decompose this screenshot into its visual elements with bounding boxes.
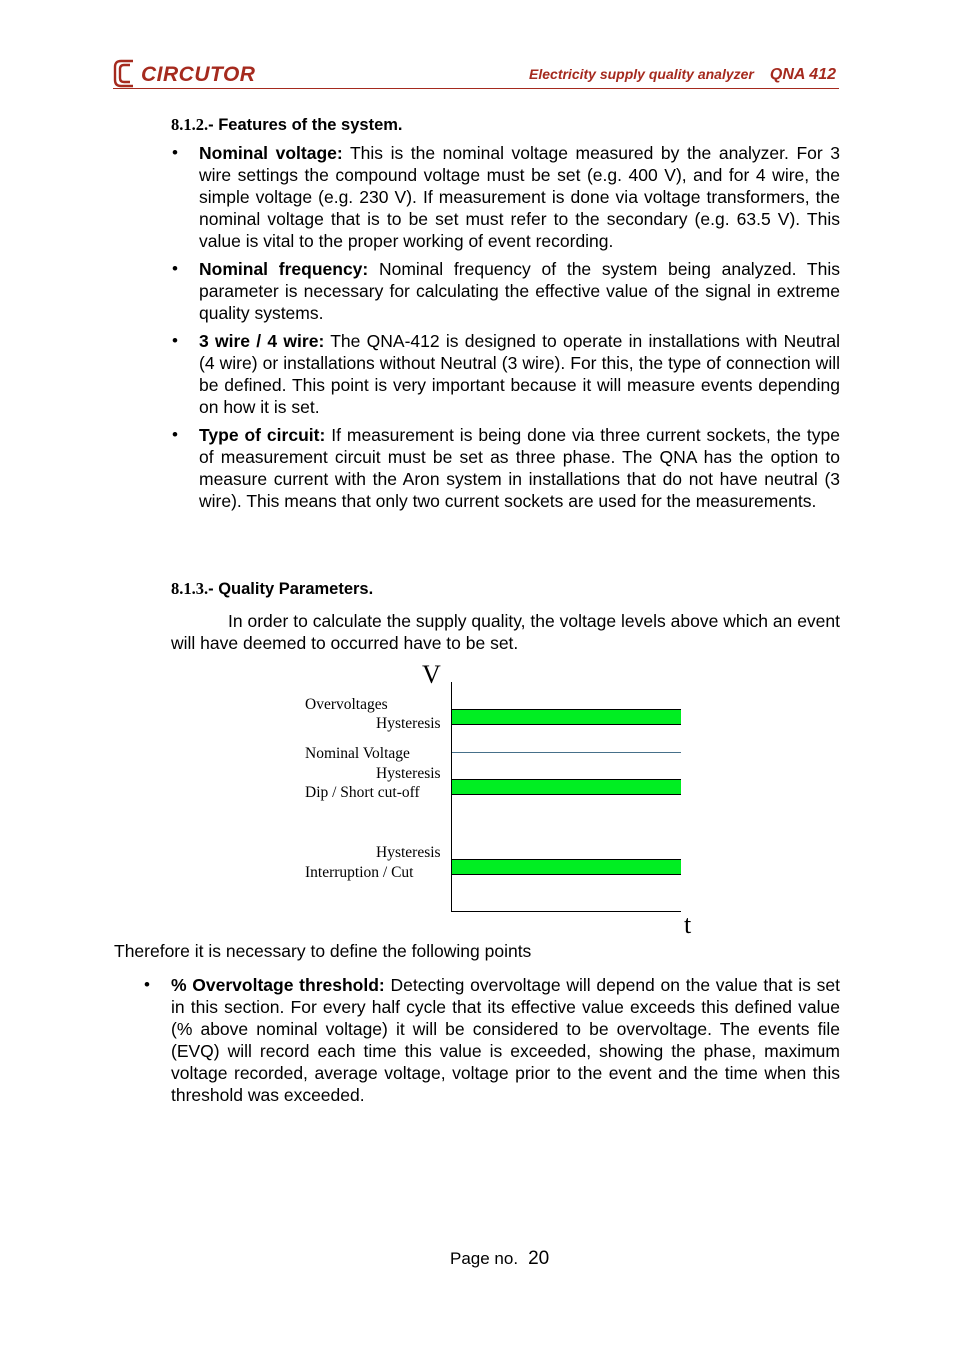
section-813-title	[171, 579, 373, 599]
overvoltage-band	[452, 709, 681, 725]
logo-text: CIRCUTOR	[141, 63, 256, 86]
item-term: Nominal frequency:	[199, 259, 369, 279]
header-subtitle: Electricity supply quality analyzer	[529, 66, 754, 82]
x-axis-label: t	[684, 910, 692, 939]
list-item	[199, 330, 840, 418]
label-interruption: Interruption / Cut	[305, 864, 414, 881]
footer-label: Page no.	[450, 1249, 519, 1268]
page-footer	[450, 1248, 549, 1270]
header-rule	[113, 88, 839, 89]
label-nominal-voltage: Nominal Voltage	[305, 745, 410, 762]
nominal-voltage-line	[452, 752, 681, 753]
item-text: Nominal frequency of the system being analyzed. This parameter is necessary for calculating the effective value of the signal in extreme quality systems.	[199, 259, 840, 323]
item-term: 3 wire / 4 wire:	[199, 331, 325, 351]
header-title	[529, 66, 836, 84]
section-813-heading: - Quality Parameters.	[208, 580, 374, 598]
list-item	[199, 142, 840, 252]
section-813-number: 8.1.3.	[171, 579, 209, 598]
item-text: The QNA-412 is designed to operate in installations with Neutral (4 wire) or installations without Neutral (3 wire). For this, the type of connection will be defined. This point is very important because it will measure events depending on how it is set.	[199, 331, 840, 417]
section-813-intro: In order to calculate the supply quality, the voltage levels above which an event will have deemed to occurred have to be set.	[171, 611, 840, 653]
header-model: QNA 412	[769, 66, 836, 83]
list-item	[199, 424, 840, 512]
interruption-band	[452, 859, 681, 875]
list-item	[199, 258, 840, 324]
x-axis	[451, 911, 681, 912]
dip-band	[452, 779, 681, 795]
item-text: If measurement is being done via three current sockets, the type of measurement circuit must be set as three phase. The QNA has the option to measure current with the Aron system in installations that do not have neutral (3 wire). This means that only two current sockets are used for the measurements.	[199, 425, 840, 511]
item-term: Type of circuit:	[199, 425, 326, 445]
item-text: This is the nominal voltage measured by the analyzer. For 3 wire settings the compound voltage must be set (e.g. 400 V), and for 4 wire, the simple voltage (e.g. 230 V). If measurement is done via voltage transformers, the nominal voltage that is to be set must refer to the secondary (e.g. 63.5 V). This value is vital to the proper working of event recording.	[199, 143, 840, 251]
section-812-title	[171, 115, 403, 135]
section-812-heading: - Features of the system.	[208, 116, 403, 134]
points-list	[171, 974, 840, 1112]
label-hysteresis-3: Hysteresis	[376, 844, 441, 861]
voltage-levels-diagram	[300, 660, 700, 940]
label-hysteresis-2: Hysteresis	[376, 765, 441, 782]
list-item	[171, 974, 840, 1106]
section-812-number: 8.1.2.	[171, 115, 209, 134]
item-term: Nominal voltage:	[199, 143, 343, 163]
features-list	[199, 142, 840, 518]
circutor-logo	[113, 58, 273, 92]
y-axis-label: V	[422, 660, 441, 689]
after-diagram-text: Therefore it is necessary to define the following points	[114, 941, 532, 961]
item-text: Detecting overvoltage will depend on the value that is set in this section. For every half cycle that its effective value exceeds this defined value (% above nominal voltage) it will be considered to be overvoltage. The events file (EVQ) will record each time this value is exceeded, showing the phase, maximum voltage recorded, average voltage, voltage prior to the event and the time when this threshold was exceeded.	[171, 975, 840, 1105]
page-number: 20	[528, 1248, 550, 1269]
item-term: % Overvoltage threshold:	[171, 975, 385, 995]
label-overvoltages: Overvoltages	[305, 696, 388, 713]
label-hysteresis-1: Hysteresis	[376, 715, 441, 732]
label-dip: Dip / Short cut-off	[305, 784, 420, 801]
